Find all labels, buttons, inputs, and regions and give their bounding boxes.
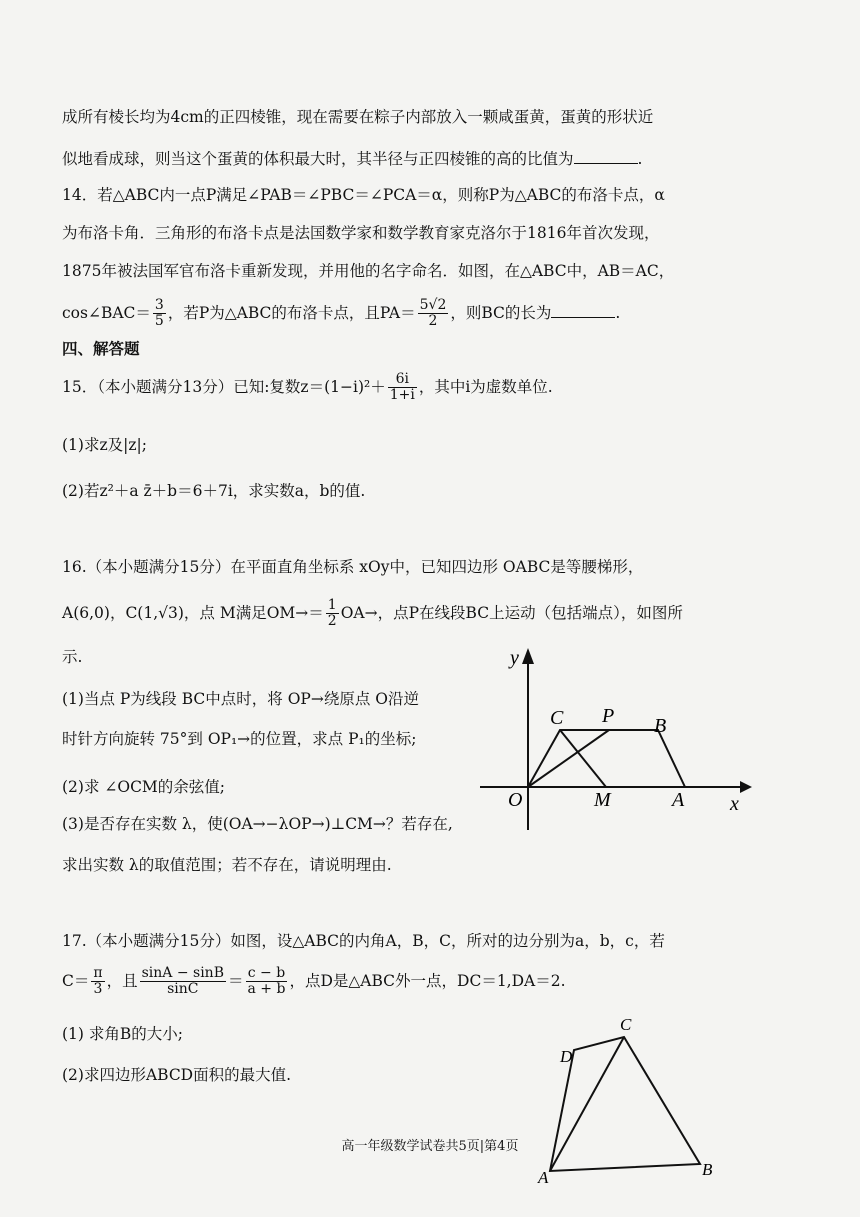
q14-cos-den: 5 (154, 313, 164, 330)
q17-quadrilateral-figure (530, 1008, 730, 1188)
trapezoid-oabc (528, 730, 685, 787)
q14-line-1: 14．若△ABC内一点P满足∠PAB＝∠PBC＝∠PCA＝α，则称P为△ABC的布洛卡点，α (62, 186, 665, 204)
q15-stem (62, 372, 553, 404)
q16-stem-1: 16.（本小题满分15分）在平面直角坐标系 xOy中，已知四边形 OABC是等腰梯形， (62, 558, 644, 576)
q17-pi-num: π (93, 965, 103, 981)
q16-part-1b: 时针方向旋转 75°到 OP₁→的位置，求点 P₁的坐标; (62, 730, 417, 748)
q16-stem-2 (62, 598, 683, 630)
q14-line-4-mid: ，若P为△ABC的布洛卡点，且PA＝ (167, 303, 416, 322)
q16-half-fraction (326, 598, 339, 630)
q17-part-2: (2)求四边形ABCD面积的最大值. (62, 1066, 292, 1084)
q14-pa-num: 5√2 (419, 297, 447, 313)
label-b: B (702, 1160, 713, 1179)
label-c: C (550, 707, 564, 729)
q15-fraction (388, 372, 417, 404)
label-a: A (538, 1168, 549, 1187)
q17-cb-fraction (246, 966, 288, 998)
q16-part-3b: 求出实数 λ的取值范围；若不存在，请说明理由. (62, 856, 392, 874)
q14-cos-num: 3 (154, 297, 164, 313)
segment-op (528, 730, 609, 787)
q15-part-1: (1)求z及|z|; (62, 436, 147, 454)
q14-answer-blank (551, 317, 615, 318)
q17-c-label: C＝ (62, 971, 90, 990)
q17-stem-2d: ，点D是△ABC外一点，DC＝1,DA＝2. (289, 971, 566, 990)
q14-pa-den: 2 (428, 313, 438, 330)
q15-stem-a: 15．（本小题满分13分）已知:复数z＝(1−i)²＋ (62, 377, 386, 396)
q17-stem-2 (62, 966, 566, 998)
q16-part-2: (2)求 ∠OCM的余弦值; (62, 778, 226, 796)
q17-equals: ＝ (227, 971, 244, 990)
label-m: M (594, 789, 611, 811)
q16-part-1a: (1)当点 P为线段 BC中点时，将 OP→绕原点 O沿逆 (62, 690, 419, 708)
label-c: C (620, 1015, 632, 1034)
q14-cos-fraction (153, 298, 166, 330)
q16-half-den: 2 (327, 613, 337, 630)
q14-pa-fraction (418, 298, 449, 330)
q17-pi-den: 3 (93, 981, 103, 998)
q14-line-4-end: ，则BC的长为 (450, 303, 552, 322)
q13-line-1: 成所有棱长均为4cm的正四棱锥，现在需要在粽子内部放入一颗咸蛋黄，蛋黄的形状近 (62, 108, 654, 126)
q16-part-3a: (3)是否存在实数 λ，使(OA→−λOP→)⊥CM→？若存在, (62, 815, 453, 833)
q13-line-2-text: 似地看成球，则当这个蛋黄的体积最大时，其半径与正四棱锥的高的比值为 (62, 150, 574, 168)
q16-coordinate-figure (470, 640, 770, 840)
q14-line-2: 为布洛卡角．三角形的布洛卡点是法国数学家和数学教育家克洛尔于1816年首次发现， (62, 224, 660, 242)
y-axis-arrow (522, 648, 534, 664)
section-heading: 四、解答题 (62, 339, 140, 358)
q14-line-4: cos∠BAC＝ $\frac{3}{5}$ ，若P为△ABC的布洛卡点，且PA＝ $\frac{5√2}{2}$ ，则BC的长为 . (62, 297, 621, 330)
page-footer: 高一年级数学试卷共5页|第4页 (341, 1139, 519, 1154)
q16-stem-2a: A(6,0)，C(1,√3)，点 M满足OM→＝ (62, 603, 324, 622)
label-x: x (730, 793, 739, 815)
q17-sin-den: sinC (167, 981, 199, 998)
q17-sin-fraction (140, 966, 226, 998)
q13-answer-blank (574, 163, 638, 164)
q15-part-2: (2)若z²＋a z̄＋b＝6＋7i，求实数a，b的值. (62, 482, 366, 500)
q13-line-2: 似地看成球，则当这个蛋黄的体积最大时，其半径与正四棱锥的高的比值为 . (62, 150, 643, 168)
q17-sin-num: sinA − sinB (141, 965, 224, 981)
q16-half-num: 1 (327, 597, 337, 613)
q15-frac-den: 1+i (389, 387, 415, 404)
label-d: D (560, 1047, 573, 1066)
label-a: A (672, 789, 685, 811)
q16-stem-3: 示. (62, 648, 83, 666)
q17-and: ，且 (106, 971, 138, 990)
x-axis-arrow (740, 781, 752, 793)
q17-cb-den: a + b (247, 981, 286, 998)
q14-line-3: 1875年被法国军官布洛卡重新发现，并用他的名字命名．如图，在△ABC中，AB＝AC， (62, 262, 675, 280)
label-o: O (508, 789, 523, 811)
q17-pi-fraction (91, 966, 104, 998)
q16-stem-2b: OA→，点P在线段BC上运动（包括端点），如图所 (340, 603, 683, 622)
q17-stem-1: 17.（本小题满分15分）如图，设△ABC的内角A，B，C，所对的边分别为a，b，c，若 (62, 932, 665, 950)
q17-part-1: (1) 求角B的大小; (62, 1025, 183, 1043)
label-y: y (510, 647, 519, 669)
q17-cb-num: c − b (246, 966, 288, 982)
q15-frac-num: 6i (388, 372, 417, 388)
label-b: B (654, 715, 667, 737)
q14-cos-label: cos∠BAC＝ (62, 303, 151, 322)
q15-stem-b: ，其中i为虚数单位. (418, 377, 553, 396)
label-p: P (602, 705, 615, 727)
